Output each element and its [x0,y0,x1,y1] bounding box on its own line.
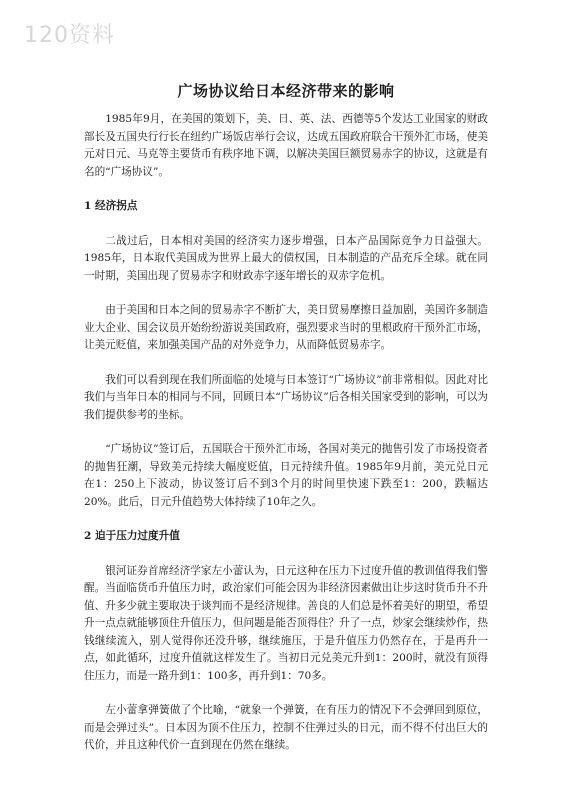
watermark-logo: 120资料 [24,23,115,48]
spacer [84,216,488,233]
spacer [84,285,488,302]
spacer [84,181,488,198]
section-heading-excessive-appreciation: 2 迫于压力过度升值 [84,530,180,542]
document-page [84,80,488,755]
section1-paragraph-3: 我们可以看到现在我们所面临的处境与日本签订“广场协议”前非常相似。因此对比我们与当年日本的相同与不同，回顾日本“广场协议”后各相关国家受到的影响，可以为我们提供参考的坐标。 [84,373,488,421]
section1-paragraph-4: “广场协议”签订后，五国联合干预外汇市场，各国对美元的抛售引发了市场投资者的抛售狂潮，导致美元持续大幅度贬值，日元持续升值。1985年9月前，美元兑日元在1：250上下波动，协议签订后不到3个月的时间里快速下跌至1：200，跌幅达20%。此后，日元升值趋势大体持续了10年之久。 [84,443,488,508]
spacer [84,685,488,702]
section1-paragraph-1: 二战过后，日本相对美国的经济实力逐步增强，日本产品国际竞争力日益强大。1985年，日本取代美国成为世界上最大的债权国，日本制造的产品充斥全球。就在同一时期，美国出现了贸易赤字和财政赤字逐年增长的双赤字危机。 [84,234,488,282]
intro-paragraph: 1985年9月，在美国的策划下，美、日、英、法、西德等5个发达工业国家的财政部长及五国央行行长在纽约广场饭店举行会议，达成五国政府联合干预外汇市场，使美元对日元、马克等主要货币有秩序地下调，以解决美国巨额贸易赤字的协议，这就是有名的“广场协议”。 [84,113,488,178]
spacer [84,355,488,372]
spacer [84,424,488,441]
section1-paragraph-2: 由于美国和日本之间的贸易赤字不断扩大，美日贸易摩擦日益加剧，美国许多制造业大企业、国会议员开始纷纷游说美国政府，强烈要求当时的里根政府干预外汇市场，让美元贬值，来加强美国产品的对外竞争力，从而降低贸易赤字。 [84,304,488,351]
section2-paragraph-1: 银河证券首席经济学家左小蕾认为，日元这种在压力下过度升值的教训值得我们警醒。当面临货币升值压力时，政治家们可能会因为非经济因素做出让步这时货币升不升值、升多少就主要取决于谈判而不是经济规律。善良的人们总是怀着美好的期望，希望升一点点就能够顶住升值压力，但问题是能否顶得住？升了一点，炒家会继续炒作，热钱继续流入，别人觉得你还没升够，继续施压，于是升值压力仍然存在，于是再升一点，如此循环，过度升值就这样发生了。当初日元兑美元升到1：200时，就没有顶得住压力，而是一路升到1：100多，再升到1：70多。 [84,564,488,682]
spacer [84,546,488,563]
section-heading-economic-turning-point: 1 经济拐点 [84,200,138,212]
spacer [84,511,488,528]
section2-paragraph-2: 左小蕾拿弹簧做了个比喻，“就象一个弹簧，在有压力的情况下不会弹回到原位，而是会弹过头”。日本因为顶不住压力，控制不住弹过头的日元，而不得不付出巨大的代价，并且这种代价一直到现在仍然在继续。 [84,704,488,751]
document-title: 广场协议给日本经济带来的影响 [177,82,395,100]
